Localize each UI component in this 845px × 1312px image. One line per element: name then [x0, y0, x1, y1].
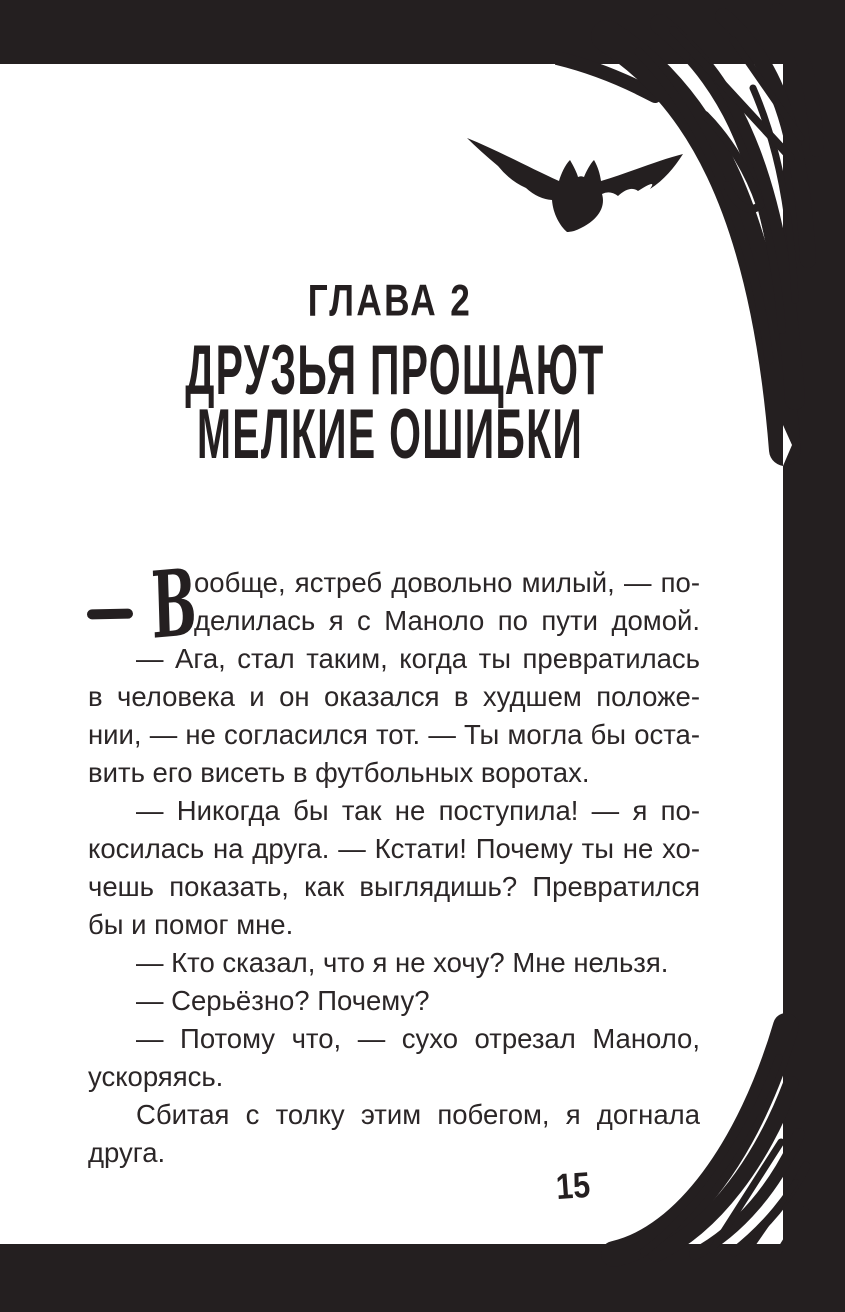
body-line: Сбитая с толку этим побегом, я догнала — [136, 1099, 700, 1130]
body-line: в человека и он оказался в худшем положе- — [88, 681, 700, 712]
body-text — [88, 564, 700, 1172]
body-line: делилась я с Маноло по пути домой. — [194, 605, 700, 636]
bat-icon — [462, 128, 688, 234]
body-line: — Серьёзно? Почему? — [136, 985, 430, 1016]
body-line: — Ага, стал таким, когда ты превратилась — [136, 643, 700, 674]
chapter-label: ГЛАВА 2 — [307, 275, 473, 326]
body-line: бы и помог мне. — [88, 909, 294, 940]
body-line: — Никогда бы так не поступила! — я по- — [136, 795, 700, 826]
page-number: 15 — [554, 1163, 592, 1208]
chapter-title-line2: МЕЛКИЕ ОШИБКИ — [196, 394, 584, 474]
body-line: — Кто сказал, что я не хочу? Мне нельзя. — [136, 947, 669, 978]
chapter-title-line1: ДРУЗЬЯ ПРОЩАЮТ — [185, 330, 605, 410]
body-line: косилась на друга. — Кстати! Почему ты не хо- — [88, 833, 700, 864]
body-line: ообще, ястреб довольно милый, — по- — [194, 567, 700, 598]
body-line: ускоряясь. — [88, 1061, 224, 1092]
body-line: друга. — [88, 1137, 166, 1168]
body-line: чешь показать, как выглядишь? Превратился — [88, 871, 700, 902]
body-line: — Потому что, — сухо отрезал Маноло, — [136, 1023, 700, 1054]
dropcap-letter: В — [149, 547, 199, 660]
body-line: нии, — не согласился тот. — Ты могла бы оста- — [88, 719, 700, 750]
body-line: вить его висеть в футбольных воротах. — [88, 757, 590, 788]
